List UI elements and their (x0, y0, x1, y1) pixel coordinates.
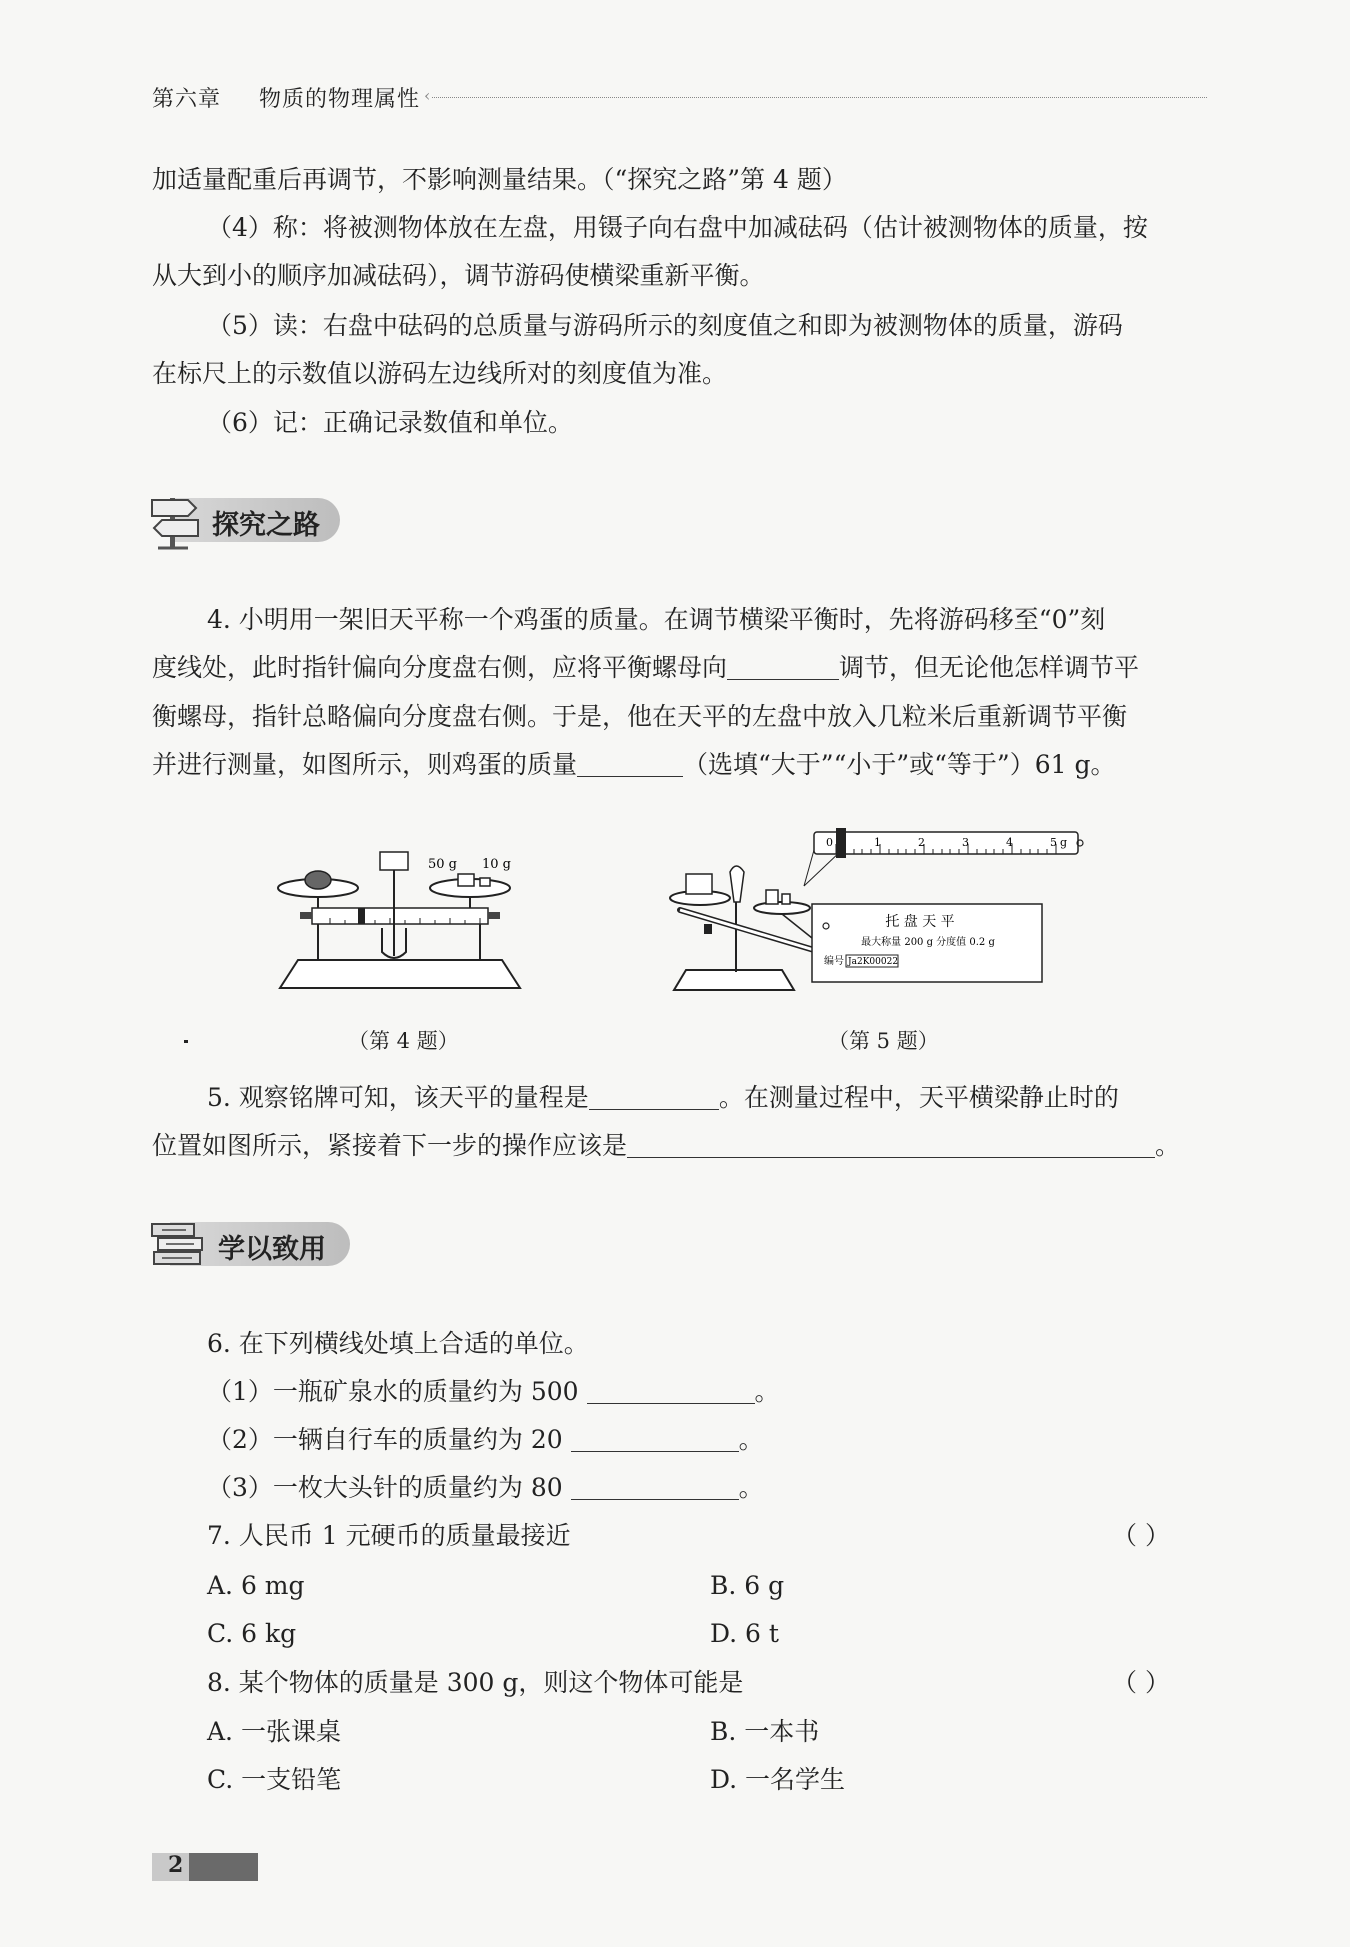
intro-line: 加适量配重后再调节，不影响测量结果。（“探究之路”第 4 题） (152, 165, 847, 194)
weight-label: 50 g (428, 857, 457, 872)
answer-blank[interactable] (589, 1081, 719, 1110)
books-icon (148, 1212, 210, 1274)
nameplate-title: 托 盘 天 平 (885, 914, 955, 930)
answer-blank[interactable] (571, 1423, 739, 1452)
chapter-header (152, 82, 420, 113)
q6-item: （2）一辆自行车的质量约为 20 。 (207, 1425, 764, 1454)
section-title: 探究之路 (212, 510, 320, 541)
option-b[interactable]: B. 6 g (710, 1571, 785, 1600)
ruler-tick-label: 3 (962, 836, 969, 849)
figure-5-balance (662, 822, 1094, 1002)
answer-blank[interactable] (571, 1471, 739, 1500)
chapter-number: 第六章 (152, 87, 222, 112)
intro-line: （5）读：右盘中砝码的总质量与游码所示的刻度值之和即为被测物体的质量，游码 (207, 311, 1123, 340)
figure-caption: （第 5 题） (828, 1029, 939, 1053)
intro-line: 从大到小的顺序加减砝码），调节游码使横梁重新平衡。 (152, 261, 765, 290)
answer-paren[interactable]: （ ） (1112, 1668, 1170, 1697)
weight-label: 10 g (482, 857, 511, 872)
q4-line: 并进行测量，如图所示，则鸡蛋的质量 （选填“大于”“小于”或“等于”）61 g。 (152, 750, 1116, 779)
option-a[interactable]: A. 一张课桌 (207, 1717, 341, 1746)
intro-line: （6）记：正确记录数值和单位。 (207, 408, 573, 437)
answer-paren[interactable]: （ ） (1112, 1521, 1170, 1550)
q4-line: 衡螺母，指针总略偏向分度盘右侧。于是，他在天平的左盘中放入几粒米后重新调节平衡 (152, 702, 1128, 731)
weight-10g (480, 878, 490, 886)
option-a[interactable]: A. 6 mg (207, 1571, 305, 1600)
ruler-unit: g (1060, 836, 1068, 849)
intro-line: 在标尺上的示数值以游码左边线所对的刻度值为准。 (152, 359, 728, 388)
nameplate-serial-label: 编号 (824, 956, 844, 967)
ruler-tick-label: 4 (1006, 836, 1013, 849)
stray-mark (184, 1040, 188, 1043)
q7-stem: 7. 人民币 1 元硬币的质量最接近 (207, 1521, 571, 1550)
q5-line: 位置如图所示，紧接着下一步的操作应该是 。 (152, 1131, 1181, 1160)
q4-line: 4. 小明用一架旧天平称一个鸡蛋的质量。在调节横梁平衡时，先将游码移至“0”刻 (207, 605, 1106, 634)
object-block (686, 874, 712, 894)
rider (358, 908, 365, 924)
q6-item: （1）一瓶矿泉水的质量约为 500 。 (207, 1377, 780, 1406)
option-d[interactable]: D. 6 t (710, 1619, 779, 1648)
answer-blank[interactable] (627, 1129, 1155, 1158)
ruler-tick-label: 5 (1050, 836, 1057, 849)
nameplate-serial: Ja2K00022 (848, 957, 899, 967)
section-title: 学以致用 (218, 1234, 326, 1265)
q5-line: 5. 观察铭牌可知，该天平的量程是 。在测量过程中，天平横梁静止时的 (207, 1083, 1119, 1112)
figure-4-balance (270, 848, 530, 998)
page-number: 2 (168, 1852, 184, 1878)
nameplate-spec: 最大称量 200 g 分度值 0.2 g (861, 937, 995, 948)
q6-item: （3）一枚大头针的质量约为 80 。 (207, 1473, 764, 1502)
q8-stem: 8. 某个物体的质量是 300 g，则这个物体可能是 (207, 1668, 744, 1697)
header-arrow-icon: ‹ (424, 86, 431, 105)
q6-stem: 6. 在下列横线处填上合适的单位。 (207, 1329, 589, 1358)
option-b[interactable]: B. 一本书 (710, 1717, 820, 1746)
answer-blank[interactable] (727, 651, 839, 680)
intro-line: （4）称：将被测物体放在左盘，用镊子向右盘中加减砝码（估计被测物体的质量，按 (207, 213, 1148, 242)
option-d[interactable]: D. 一名学生 (710, 1765, 846, 1794)
ruler-tick-label: 0 (826, 836, 833, 849)
header-divider (432, 97, 1207, 98)
egg (305, 871, 331, 889)
ruler-tick-label: 2 (918, 836, 925, 849)
signpost-icon (148, 488, 208, 552)
figure-caption: （第 4 题） (348, 1029, 459, 1053)
option-c[interactable]: C. 一支铅笔 (207, 1765, 342, 1794)
chapter-title: 物质的物理属性 (259, 87, 421, 112)
weight-50g (458, 874, 474, 886)
answer-blank[interactable] (587, 1375, 755, 1404)
answer-blank[interactable] (577, 748, 683, 777)
ruler-tick-label: 1 (874, 836, 881, 849)
q4-line: 度线处，此时指针偏向分度盘右侧，应将平衡螺母向 调节，但无论他怎样调节平 (152, 653, 1140, 682)
pointer-head (730, 866, 744, 902)
rider-zoomed (836, 828, 846, 858)
option-c[interactable]: C. 6 kg (207, 1619, 297, 1648)
